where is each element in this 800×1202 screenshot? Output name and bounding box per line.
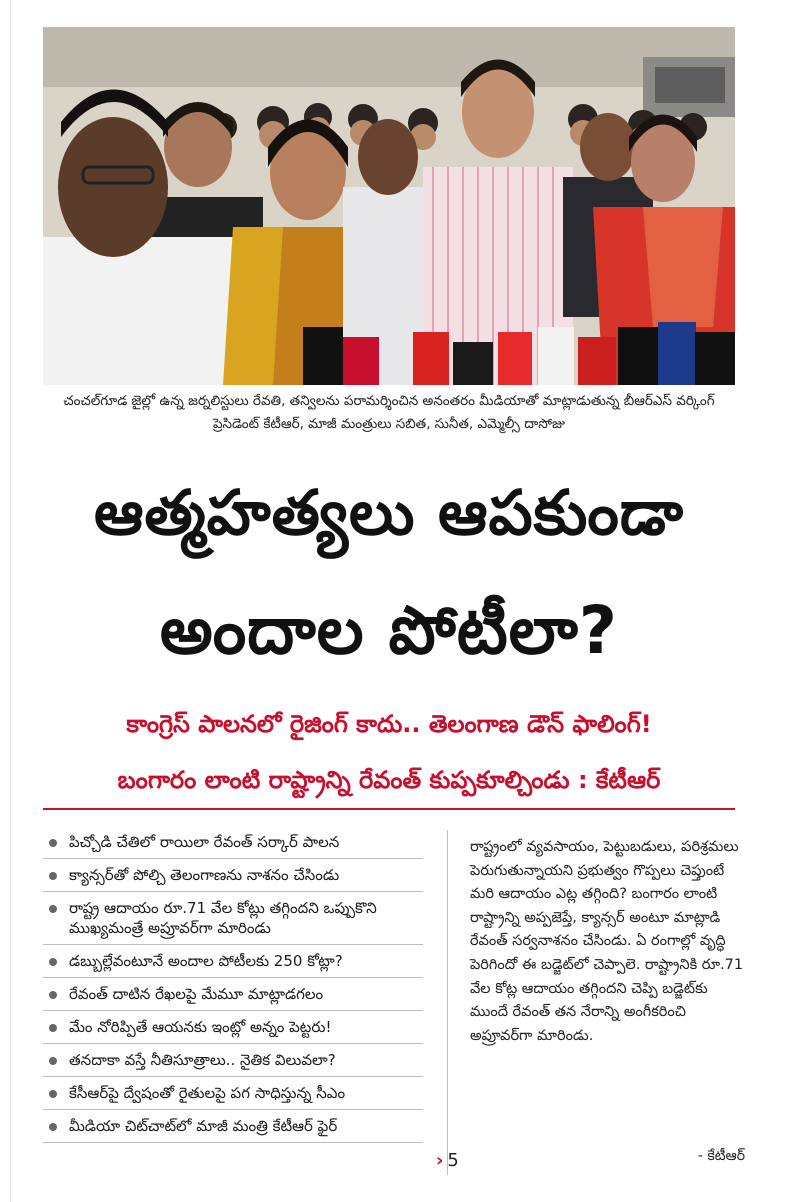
list-item: రాష్ట్ర ఆదాయం రూ.71 వేల కోట్లు తగ్గిందని ఒప్పుకొని ముఖ్యమంత్రే అప్రూవర్‌గా మారిండు — [43, 892, 423, 945]
bullet-icon — [49, 958, 57, 966]
quote-attribution: - కేటీఆర్ — [697, 1148, 745, 1164]
bullet-icon — [49, 991, 57, 999]
list-item: రేవంత్ దాటిన రేఖలపై మేమూ మాట్లాడగలం — [43, 978, 423, 1011]
list-item: మీడియా చిట్‌చాట్‌లో మాజీ మంత్రి కేటీఆర్ ఫైర్ — [43, 1110, 423, 1143]
list-item: తనదాకా వస్తే నీతిసూత్రాలు.. నైతిక విలువలా? — [43, 1044, 423, 1077]
bullet-icon — [49, 1057, 57, 1065]
list-item: పిచ్చోడి చేతిలో రాయిలా రేవంత్ సర్కార్ పాలన — [43, 826, 423, 859]
subheadline-2: బంగారం లాంటి రాష్ట్రాన్ని రేవంత్ కుప్పకూల్చిండు : కేటీఆర్ — [117, 766, 661, 794]
column-divider — [447, 830, 448, 1175]
news-photo — [43, 27, 735, 385]
bullet-icon — [49, 1123, 57, 1131]
section-divider — [43, 808, 735, 810]
headline-line-2: అందాల పోటీలా? — [159, 592, 619, 669]
bullet-list — [43, 826, 423, 1143]
photo-caption: చంచల్‌గూడ జైల్లో ఉన్న జర్నలిస్టులు రేవతి, తన్విలను పరామర్శించిన అనంతరం మీడియాతో మాట్లాడుతున్న బీఆర్‌ఎస్ వర్కింగ్ ప్రెసిడెంట్ కేటీఆర్, మాజీ మంత్రులు సబిత, సునీత, ఎమ్మెల్సీ దాసోజు — [63, 393, 715, 432]
bullet-icon — [49, 839, 57, 847]
list-item: క్యాన్సర్‌తో పోల్చి తెలంగాణను నాశనం చేసిండు — [43, 859, 423, 892]
bullet-icon — [49, 1024, 57, 1032]
chevron-right-icon: › — [436, 1150, 444, 1171]
bullet-icon — [49, 1090, 57, 1098]
list-item: డబ్బుల్లేవంటూనే అందాల పోటీలకు 250 కోట్లా? — [43, 945, 423, 978]
quote-text: రాష్ట్రంలో వ్యవసాయం, పెట్టుబడులు, పరిశ్రమలు పెరుగుతున్నాయని ప్రభుత్వం గొప్పలు చెప్తుంటే మరి ఆదాయం ఎట్ల తగ్గింది? బంగారం లాంటి రాష్ట్రాన్ని అప్పజెప్తే, క్యాన్సర్ అంటూ మాట్లాడి రేవంత్ సర్వనాశనం చేసిండు. ఏ రంగాల్లో వృద్ధి పెరిగిందో ఈ బడ్జెట్‌లో చెప్పాలె. రాష్ట్రానికి రూ.71 వేల కోట్ల ఆదాయం తగ్గిందని చెప్పి బడ్జెట్‌కు ముందే రేవంత్ తన నేరాన్ని అంగీకరించి అప్రూవర్‌గా మారిండు. — [470, 839, 744, 1044]
list-item: మేం నోరిప్పితే ఆయనకు ఇంట్లో అన్నం పెట్టరు! — [43, 1011, 423, 1044]
bullet-icon — [49, 905, 57, 913]
list-item: కేసీఆర్‌పై ద్వేషంతో రైతులపై పగ సాధిస్తున్న సీఎం — [43, 1077, 423, 1110]
subheadline-1: కాంగ్రెస్ పాలనలో రైజింగ్ కాదు.. తెలంగాణ డౌన్ ఫాలింగ్! — [126, 710, 652, 738]
page-edge-line — [10, 0, 11, 1202]
page-reference[interactable]: › 5 — [436, 1150, 459, 1171]
bullet-icon — [49, 872, 57, 880]
headline-line-1: ఆత్మహత్యలు ఆపకుండా — [93, 476, 685, 549]
